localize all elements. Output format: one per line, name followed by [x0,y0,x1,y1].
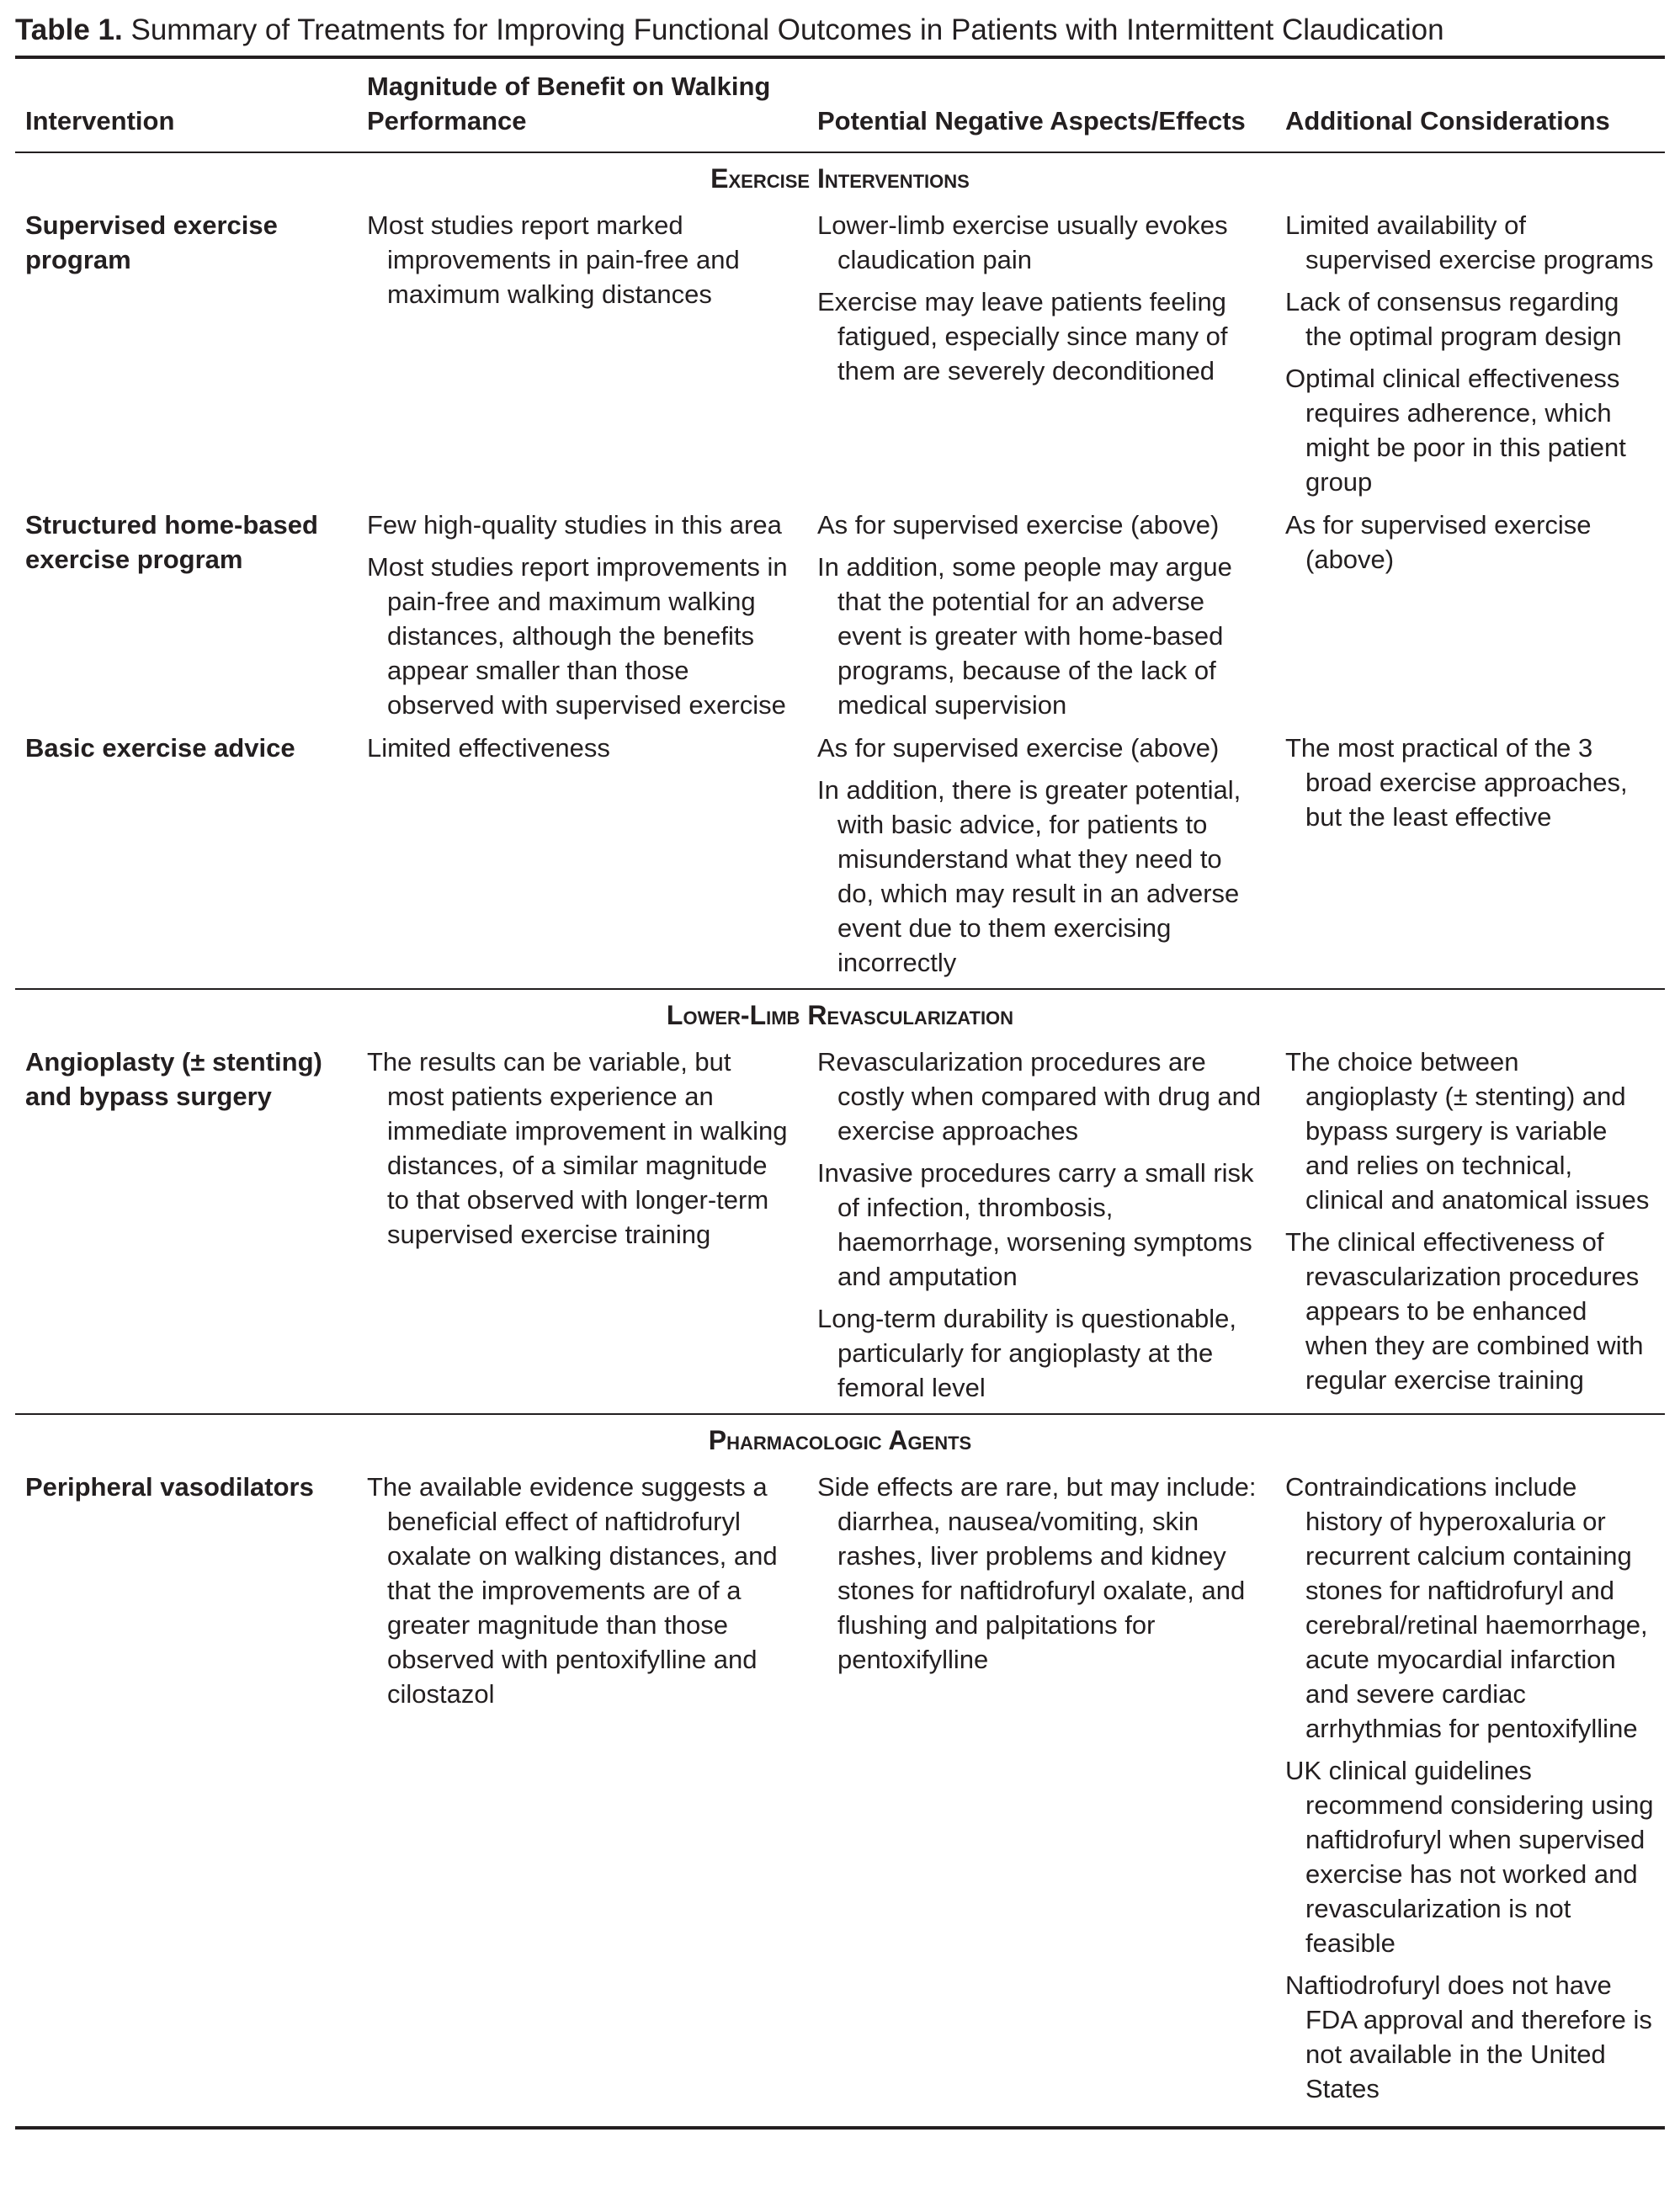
table-row [15,731,1665,989]
cell-item: In addition, there is greater potential, with basic advice, for patients to misunderstand what they need to do, which may result in an adverse event due to them exercising incorrectly [817,775,1241,977]
intervention-cell: Supervised exercise program [25,210,278,274]
cell-item: Contraindications include history of hyperoxaluria or recurrent calcium containing stones for naftidrofuryl and cerebral/retinal haemorrhage, acute myocardial infarction and severe cardiac arrhythmias for pentoxifylline [1285,1472,1648,1743]
cell-item: UK clinical guidelines recommend considering using naftidrofuryl when supervised exercise has not worked and revascularization is not feasible [1285,1756,1654,1958]
cell-item: In addition, some people may argue that the potential for an adverse event is greater with home-based programs, because of the lack of medical supervision [817,552,1232,720]
bottom-rule [15,2126,1665,2130]
cell-item: Revascularization procedures are costly when compared with drug and exercise approaches [817,1047,1262,1146]
header-row [15,59,1665,152]
treatment-table [15,59,1665,2114]
benefit-cell [352,1045,802,1414]
table-container [15,0,1665,2130]
header-negatives: Potential Negative Aspects/Effects [817,106,1246,136]
cell-item: As for supervised exercise (above) [1285,510,1592,574]
negatives-cell [802,1045,1272,1414]
intervention-cell: Structured home-based exercise program [25,510,318,574]
cell-item: Most studies report improvements in pain-free and maximum walking distances, although the benefits appear smaller than those observed with supervised exercise [367,552,788,720]
cell-item: Limited availability of supervised exercise programs [1285,210,1654,274]
table-body [15,152,1665,2114]
negatives-cell [802,731,1272,989]
table-caption [15,0,1665,56]
section-heading: Lower-Limb Revascularization [666,1000,1014,1030]
benefit-cell [352,508,802,731]
cell-item: The results can be variable, but most patients experience an immediate improvement in walking distances, of a similar magnitude to that observed with longer-term supervised exercise training [367,1047,788,1249]
header-intervention: Intervention [25,106,175,136]
section-heading-row [15,1415,1665,1470]
cell-item: Side effects are rare, but may include: diarrhea, nausea/vomiting, skin rashes, liver problems and kidney stones for naftidrofuryl oxalate, and flushing and palpitations for pentoxifylline [817,1472,1257,1674]
cell-item: As for supervised exercise (above) [817,733,1220,763]
cell-item: Limited effectiveness [367,733,610,763]
header-considerations: Additional Considerations [1285,106,1610,136]
cell-item: Exercise may leave patients feeling fatigued, especially since many of them are severely deconditioned [817,287,1228,386]
negatives-cell [802,208,1272,508]
cell-item: Optimal clinical effectiveness requires adherence, which might be poor in this patient group [1285,364,1626,497]
cell-item: Long-term durability is questionable, particularly for angioplasty at the femoral level [817,1304,1236,1402]
intervention-cell: Angioplasty (± stenting) and bypass surgery [25,1047,322,1111]
benefit-cell [352,1470,802,2114]
cell-item: Few high-quality studies in this area [367,510,782,540]
considerations-cell [1272,1470,1665,2114]
table-title: Summary of Treatments for Improving Functional Outcomes in Patients with Intermittent Claudication [130,13,1444,46]
cell-item: Lack of consensus regarding the optimal program design [1285,287,1622,351]
intervention-cell: Peripheral vasodilators [25,1472,314,1502]
benefit-cell [352,208,802,508]
table-row [15,1045,1665,1414]
negatives-cell [802,1470,1272,2114]
table-row [15,208,1665,508]
benefit-cell [352,731,802,989]
cell-item: Invasive procedures carry a small risk of infection, thrombosis, haemorrhage, worsening symptoms and amputation [817,1158,1254,1291]
intervention-cell: Basic exercise advice [25,733,295,763]
considerations-cell [1272,208,1665,508]
header-benefit: Magnitude of Benefit on Walking Performance [367,72,771,136]
cell-item: Lower-limb exercise usually evokes claudication pain [817,210,1228,274]
considerations-cell [1272,731,1665,989]
negatives-cell [802,508,1272,731]
cell-item: The available evidence suggests a beneficial effect of naftidrofuryl oxalate on walking distances, and that the improvements are of a greater magnitude than those observed with pentoxifylline and cilostazol [367,1472,778,1709]
section-heading-row [15,153,1665,208]
section-heading: Exercise Interventions [710,163,970,194]
cell-item: The most practical of the 3 broad exercise approaches, but the least effective [1285,733,1628,832]
cell-item: Most studies report marked improvements in pain-free and maximum walking distances [367,210,740,309]
considerations-cell [1272,1045,1665,1414]
cell-item: The choice between angioplasty (± stenting) and bypass surgery is variable and relies on technical, clinical and anatomical issues [1285,1047,1650,1215]
section-heading-row [15,990,1665,1045]
table-label: Table 1. [15,13,123,46]
considerations-cell [1272,508,1665,731]
cell-item: As for supervised exercise (above) [817,510,1220,540]
cell-item: Naftiodrofuryl does not have FDA approval and therefore is not available in the United States [1285,1970,1652,2103]
cell-item: The clinical effectiveness of revascularization procedures appears to be enhanced when they are combined with regular exercise training [1285,1227,1644,1395]
section-heading: Pharmacologic Agents [708,1425,972,1455]
table-row [15,508,1665,731]
table-row [15,1470,1665,2114]
